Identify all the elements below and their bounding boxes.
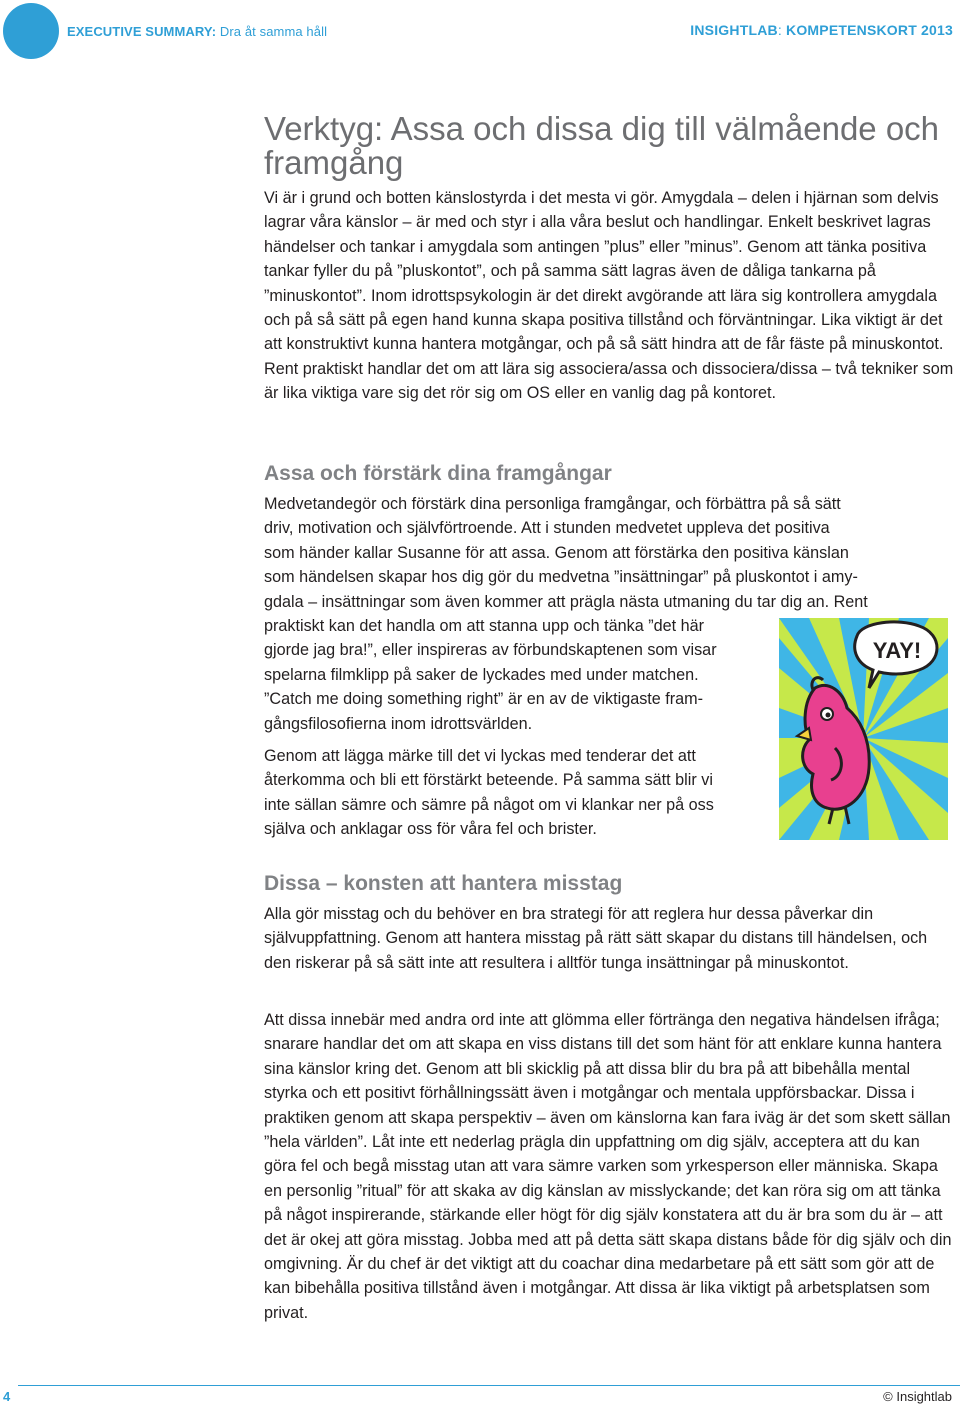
intro-paragraph: Vi är i grund och botten känslostyrda i det mesta vi gör. Amygdala – delen i hjärnan som delvis lagrar våra känslor – är med och styr i alla våra beslut och handlingar. Enkelt beskrivet lagras händelser och tankar i amygdala som antingen ”plus” eller ”minus”. Genom att tänka positiva tankar fyller du på ”pluskontot”, och på samma sätt lagras även de dåliga tankarna på ”minuskontot”. Inom idrottspsykologin är det direkt avgörande att lära sig kontrollera amygdala och på så sätt på egen hand kunna skapa positiva tillstånd och förväntningar. Lika viktigt är det att konstruktivt kunna hantera motgångar, och på så sätt hindra att de får fäste på minuskontot. Rent praktiskt handlar det om att lära sig associera/assa och dissociera/dissa – två tekniker som är lika viktiga vare sig det rör sig om OS eller en vanlig dag på kontoret. bbox=[264, 189, 954, 403]
header-brand-title bbox=[690, 22, 953, 38]
assa-line: som händer kallar Susanne för att assa. Genom att förstärka den positiva känslan bbox=[264, 543, 849, 562]
assa-line: driv, motivation och självförtroende. Att i stunden medvetet uppleva det positiva bbox=[264, 519, 830, 538]
assa-line: Genom att lägga märke till det vi lyckas med tenderar det att bbox=[264, 747, 696, 765]
assa-line: som händelsen skapar hos dig gör du medvetna ”insättningar” på pluskontot i amy- bbox=[264, 568, 858, 587]
page-title: Verktyg: Assa och dissa dig till välmående och framgång bbox=[264, 110, 940, 181]
page-number: 4 bbox=[3, 1389, 11, 1404]
header-right-title: KOMPETENSKORT 2013 bbox=[786, 22, 953, 38]
header-circle-mark bbox=[3, 3, 59, 59]
header-brand: INSIGHTLAB bbox=[690, 22, 778, 38]
assa-line: gjorde jag bra!”, eller inspireras av förbundskaptenen som visar bbox=[264, 641, 717, 660]
assa-line: själva och anklagar oss för våra fel och brister. bbox=[264, 820, 597, 839]
assa-line: gångsfilosofierna inom idrottsvärlden. bbox=[264, 714, 533, 733]
section-heading-dissa: Dissa – konsten att hantera misstag bbox=[264, 872, 623, 895]
header-separator: : bbox=[777, 22, 782, 38]
section-heading-assa: Assa och förstärk dina framgångar bbox=[264, 462, 612, 485]
footer-copyright: © Insightlab bbox=[883, 1389, 952, 1404]
assa-line: återkomma och bli ett förstärkt beteende. På samma sätt blir vi bbox=[264, 771, 713, 790]
assa-line: gdala – insättningar som även kommer att prägla nästa utmaning du tar dig an. Rent bbox=[264, 592, 868, 611]
dissa-paragraph-2: Att dissa innebär med andra ord inte att glömma eller förtränga den negativa händelsen ifråga; snarare handlar det om att skapa en viss distans till det som hänt för att enklare kunna hantera sina känslor kring det. Genom att bli skicklig på att dissa blir du bra på att bibehålla mental styrka och ett positivt förhållningssätt även i motgångar och mentala uppförsbackar. Dissa i praktiken genom att skapa perspektiv – även om känslorna kan fara iväg är det som skett sällan ”hela världen”. Låt inte ett nederlag prägla din uppfattning om dig själv, acceptera att du kan göra fel och begå misstag utan att vara sämre varken som yrkesperson eller människa. Skapa en personlig ”ritual” för att skaka av dig känslan av misslyckande; det kan röra sig om att tänka på något inspirerande, stärkande eller högt för dig själv konstatera att du är bra som du är – att det är okej att göra misstag. Jobba med att på detta sätt skapa distans både för dig själv och din omgivning. Är du chef är det viktigt att du coachar dina medarbetare på ett sätt som gör att de kan bibehålla positiva tillstånd även i motgångar. Att dissa är lika viktigt på arbetsplatsen som privat. bbox=[264, 1011, 952, 1322]
dissa-paragraph-1: Alla gör misstag och du behöver en bra strategi för att reglera hur dessa påverkar din självuppfattning. Genom att hantera misstag på rätt sätt skapar du distans till händelsen, och den riskerar på så sätt inte att resultera i alltför tunga insättningar på minuskontot. bbox=[264, 905, 928, 972]
yay-bird-illustration bbox=[779, 618, 948, 840]
speech-bubble-text: YAY! bbox=[872, 638, 922, 663]
header-left-subtitle: Dra åt samma håll bbox=[219, 24, 328, 39]
assa-line: inte sällan sämre och sämre på något om vi klankar ner på oss bbox=[264, 795, 714, 814]
section-assa-paragraph-2 bbox=[264, 744, 774, 842]
assa-line: Medvetandegör och förstärk dina personliga framgångar, och förbättra på så sätt bbox=[264, 495, 841, 513]
assa-line: ”Catch me doing something right” är en av de viktigaste fram- bbox=[264, 690, 704, 709]
assa-line: praktiskt kan det handla om att stanna upp och tänka ”det här bbox=[264, 617, 705, 636]
footer-divider bbox=[18, 1385, 960, 1386]
header-left-title: EXECUTIVE SUMMARY: bbox=[67, 24, 217, 39]
assa-line: spelarna filmklipp på saker de lyckades med under matchen. bbox=[264, 665, 699, 684]
header-section-title bbox=[67, 24, 327, 39]
